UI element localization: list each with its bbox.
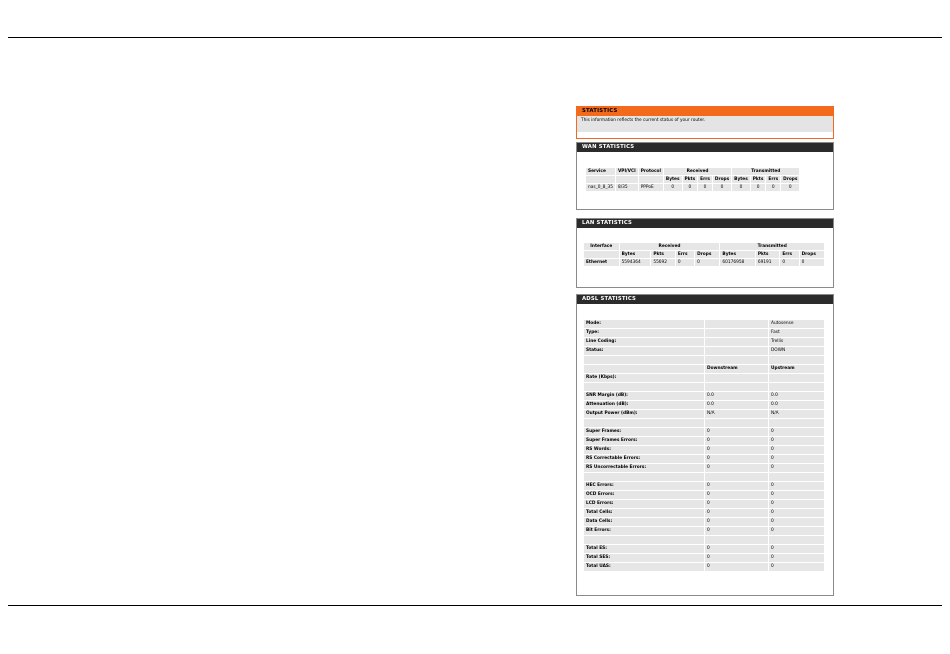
adsl-row — [584, 392, 824, 400]
statistics-title: STATISTICS — [577, 107, 833, 116]
adsl-row — [584, 437, 824, 445]
lan-header-row — [584, 243, 824, 250]
adsl-row-label: Total ES: — [584, 545, 704, 553]
adsl-downstream-value — [704, 536, 768, 544]
adsl-row — [584, 464, 824, 472]
adsl-upstream-value — [768, 419, 824, 427]
adsl-row-label: SNR Margin (dB): — [584, 392, 704, 400]
wan-rx-drops: 0 — [713, 184, 731, 191]
wan-tx-errs: 0 — [766, 184, 780, 191]
adsl-downstream-value — [704, 338, 768, 346]
adsl-row-label: Line Coding: — [584, 338, 704, 346]
adsl-row-label: Attenuation (dB): — [584, 401, 704, 409]
adsl-downstream-value: 0 — [704, 464, 768, 472]
adsl-row — [584, 419, 824, 427]
adsl-row — [584, 320, 824, 328]
adsl-row-label: Bit Errors: — [584, 527, 704, 535]
adsl-row — [584, 410, 824, 418]
adsl-upstream-value: 0.0 — [768, 392, 824, 400]
adsl-row — [584, 455, 824, 463]
wan-rx-pkts: 0 — [683, 184, 698, 191]
lan-statistics-panel — [576, 218, 834, 288]
adsl-upstream-value — [768, 374, 824, 382]
wan-statistics-panel — [576, 142, 834, 210]
adsl-row — [584, 518, 824, 526]
adsl-row — [584, 500, 824, 508]
wan-rx-errs: 0 — [698, 184, 712, 191]
lan-sub-bytes: Bytes — [620, 251, 651, 258]
adsl-downstream-value — [704, 356, 768, 364]
adsl-upstream-value: 0 — [768, 554, 824, 562]
wan-rx-bytes: 0 — [664, 184, 682, 191]
adsl-row — [584, 329, 824, 337]
adsl-downstream-value: Downstream — [704, 365, 768, 373]
adsl-row-label: Output Power (dBm): — [584, 410, 704, 418]
adsl-row-label: LCD Errors: — [584, 500, 704, 508]
adsl-downstream-value: 0 — [704, 545, 768, 553]
adsl-row-label — [584, 365, 704, 373]
adsl-row — [584, 473, 824, 481]
adsl-downstream-value — [704, 473, 768, 481]
lan-sub-drops: Drops — [695, 251, 719, 258]
adsl-downstream-value: 0 — [704, 518, 768, 526]
lan-sub-drops: Drops — [800, 251, 824, 258]
lan-subheader-row — [584, 251, 824, 258]
adsl-upstream-value — [768, 356, 824, 364]
adsl-upstream-value: 0 — [768, 527, 824, 535]
wan-header-row — [586, 168, 799, 175]
top-rule — [8, 37, 942, 38]
adsl-row-label: RS Correctable Errors: — [584, 455, 704, 463]
adsl-row — [584, 545, 824, 553]
adsl-upstream-value: Fast — [768, 329, 824, 337]
adsl-downstream-value: 0 — [704, 482, 768, 490]
adsl-row-label — [584, 383, 704, 391]
adsl-row-label — [584, 356, 704, 364]
adsl-downstream-value: 0 — [704, 455, 768, 463]
adsl-row-label: Status: — [584, 347, 704, 355]
adsl-downstream-value: 0.0 — [704, 401, 768, 409]
wan-sub-errs: Errs — [700, 177, 710, 182]
adsl-row — [584, 563, 824, 571]
adsl-upstream-value: 0 — [768, 446, 824, 454]
wan-sub-bytes: Bytes — [665, 177, 680, 182]
adsl-downstream-value — [704, 383, 768, 391]
adsl-upstream-value: 0 — [768, 518, 824, 526]
adsl-row — [584, 347, 824, 355]
wan-tx-pkts: 0 — [751, 184, 766, 191]
lan-sub-errs: Errs — [780, 251, 798, 258]
wan-service-value: nas_0_8_35 — [588, 185, 613, 190]
adsl-row-label: Total SES: — [584, 554, 704, 562]
adsl-upstream-value: 0 — [768, 455, 824, 463]
adsl-upstream-value — [768, 383, 824, 391]
adsl-upstream-value: 0.0 — [768, 401, 824, 409]
adsl-upstream-value: DOWN — [768, 347, 824, 355]
adsl-downstream-value: 0 — [704, 437, 768, 445]
adsl-upstream-value: 0 — [768, 428, 824, 436]
wan-col-vpi: VPI/VCI — [617, 169, 636, 174]
adsl-upstream-value — [768, 473, 824, 481]
bottom-rule — [8, 605, 942, 606]
adsl-row-label: Super Frames Errors: — [584, 437, 704, 445]
adsl-upstream-value: 0 — [768, 563, 824, 571]
adsl-row — [584, 554, 824, 562]
adsl-downstream-value: 0.0 — [704, 392, 768, 400]
lan-tx-bytes: 60176958 — [720, 259, 754, 266]
adsl-row-label: Data Cells: — [584, 518, 704, 526]
lan-rx-errs: 0 — [676, 259, 694, 266]
adsl-row — [584, 338, 824, 346]
adsl-downstream-value: 0 — [704, 491, 768, 499]
adsl-downstream-value — [704, 329, 768, 337]
adsl-row-label — [584, 473, 704, 481]
adsl-row-label — [584, 536, 704, 544]
adsl-row — [584, 491, 824, 499]
adsl-upstream-value: 0 — [768, 464, 824, 472]
adsl-upstream-value: 0 — [768, 437, 824, 445]
wan-statistics-table — [585, 167, 800, 192]
adsl-downstream-value: 0 — [704, 563, 768, 571]
wan-sub-bytes: Bytes — [734, 177, 748, 182]
adsl-row — [584, 428, 824, 436]
lan-sub-errs: Errs — [676, 251, 694, 258]
wan-col-service: Service — [586, 168, 615, 175]
adsl-row-label — [584, 419, 704, 427]
adsl-downstream-value — [704, 320, 768, 328]
adsl-row — [584, 401, 824, 409]
adsl-row — [584, 527, 824, 535]
adsl-row-label: OCD Errors: — [584, 491, 704, 499]
adsl-upstream-value: 0 — [768, 509, 824, 517]
adsl-row-label: Total UAS: — [584, 563, 704, 571]
wan-col-transmitted: Transmitted — [732, 168, 799, 175]
lan-tx-pkts: 69191 — [756, 259, 780, 266]
adsl-upstream-value: N/A — [768, 410, 824, 418]
wan-statistics-title: WAN STATISTICS — [577, 143, 833, 152]
adsl-statistics-panel — [576, 294, 834, 596]
lan-col-interface: Interface — [584, 243, 619, 250]
adsl-downstream-value: 0 — [704, 446, 768, 454]
lan-statistics-title: LAN STATISTICS — [577, 219, 833, 228]
adsl-row-label: Mode: — [584, 320, 704, 328]
adsl-statistics-table — [584, 319, 824, 572]
wan-sub-pkts: Pkts — [752, 177, 764, 182]
lan-rx-drops: 0 — [695, 259, 719, 266]
wan-tx-drops: 0 — [781, 184, 799, 191]
adsl-upstream-value: 0 — [768, 500, 824, 508]
adsl-row-label: Super Frames: — [584, 428, 704, 436]
lan-tx-drops: 0 — [800, 259, 824, 266]
adsl-upstream-value: Autosense — [768, 320, 824, 328]
adsl-row — [584, 446, 824, 454]
adsl-downstream-value — [704, 347, 768, 355]
adsl-downstream-value: 0 — [704, 527, 768, 535]
lan-tx-errs: 0 — [780, 259, 798, 266]
adsl-row-label: Rate (Kbps): — [584, 374, 704, 382]
adsl-row — [584, 482, 824, 490]
lan-interface-value: Ethernet — [584, 259, 619, 266]
adsl-downstream-value: 0 — [704, 428, 768, 436]
adsl-upstream-value: 0 — [768, 482, 824, 490]
wan-subheader-row — [586, 176, 799, 183]
adsl-downstream-value — [704, 374, 768, 382]
adsl-upstream-value — [768, 536, 824, 544]
wan-protocol-value: PPPoE — [639, 184, 663, 191]
wan-col-received: Received — [664, 168, 731, 175]
adsl-upstream-value: Upstream — [768, 365, 824, 373]
adsl-upstream-value: Trellis — [768, 338, 824, 346]
adsl-upstream-value: 0 — [768, 545, 824, 553]
adsl-statistics-title: ADSL STATISTICS — [577, 295, 833, 304]
adsl-downstream-value: 0 — [704, 554, 768, 562]
adsl-row — [584, 374, 824, 382]
adsl-row — [584, 383, 824, 391]
statistics-intro: This information reflects the current status of your router. — [577, 116, 833, 132]
wan-sub-errs: Errs — [768, 177, 779, 182]
table-row — [584, 259, 824, 266]
adsl-row — [584, 356, 824, 364]
adsl-row — [584, 536, 824, 544]
adsl-row-label: HEC Errors: — [584, 482, 704, 490]
wan-vpi-value: 8/35 — [616, 184, 638, 191]
wan-sub-drops: Drops — [783, 177, 798, 182]
adsl-row — [584, 509, 824, 517]
lan-sub-pkts: Pkts — [651, 251, 675, 258]
adsl-row-label: RS Words: — [584, 446, 704, 454]
adsl-downstream-value — [704, 419, 768, 427]
adsl-row — [584, 365, 824, 373]
lan-col-transmitted: Transmitted — [720, 243, 824, 250]
adsl-upstream-value: 0 — [768, 491, 824, 499]
lan-sub-bytes: Bytes — [720, 251, 754, 258]
wan-tx-bytes: 0 — [732, 184, 750, 191]
table-row — [586, 184, 799, 191]
wan-col-protocol: Protocol — [640, 169, 661, 174]
lan-statistics-table — [583, 242, 825, 267]
wan-sub-pkts: Pkts — [684, 177, 696, 182]
lan-rx-pkts: 55692 — [651, 259, 675, 266]
lan-sub-pkts: Pkts — [756, 251, 780, 258]
adsl-row-label: Total Cells: — [584, 509, 704, 517]
statistics-panel — [576, 106, 834, 139]
adsl-row-label: Type: — [584, 329, 704, 337]
wan-sub-drops: Drops — [714, 177, 730, 182]
adsl-row-label: RS Uncorrectable Errors: — [584, 464, 704, 472]
adsl-downstream-value: 0 — [704, 500, 768, 508]
adsl-downstream-value: N/A — [704, 410, 768, 418]
lan-col-received: Received — [620, 243, 720, 250]
lan-rx-bytes: 5594364 — [620, 259, 651, 266]
adsl-downstream-value: 0 — [704, 509, 768, 517]
